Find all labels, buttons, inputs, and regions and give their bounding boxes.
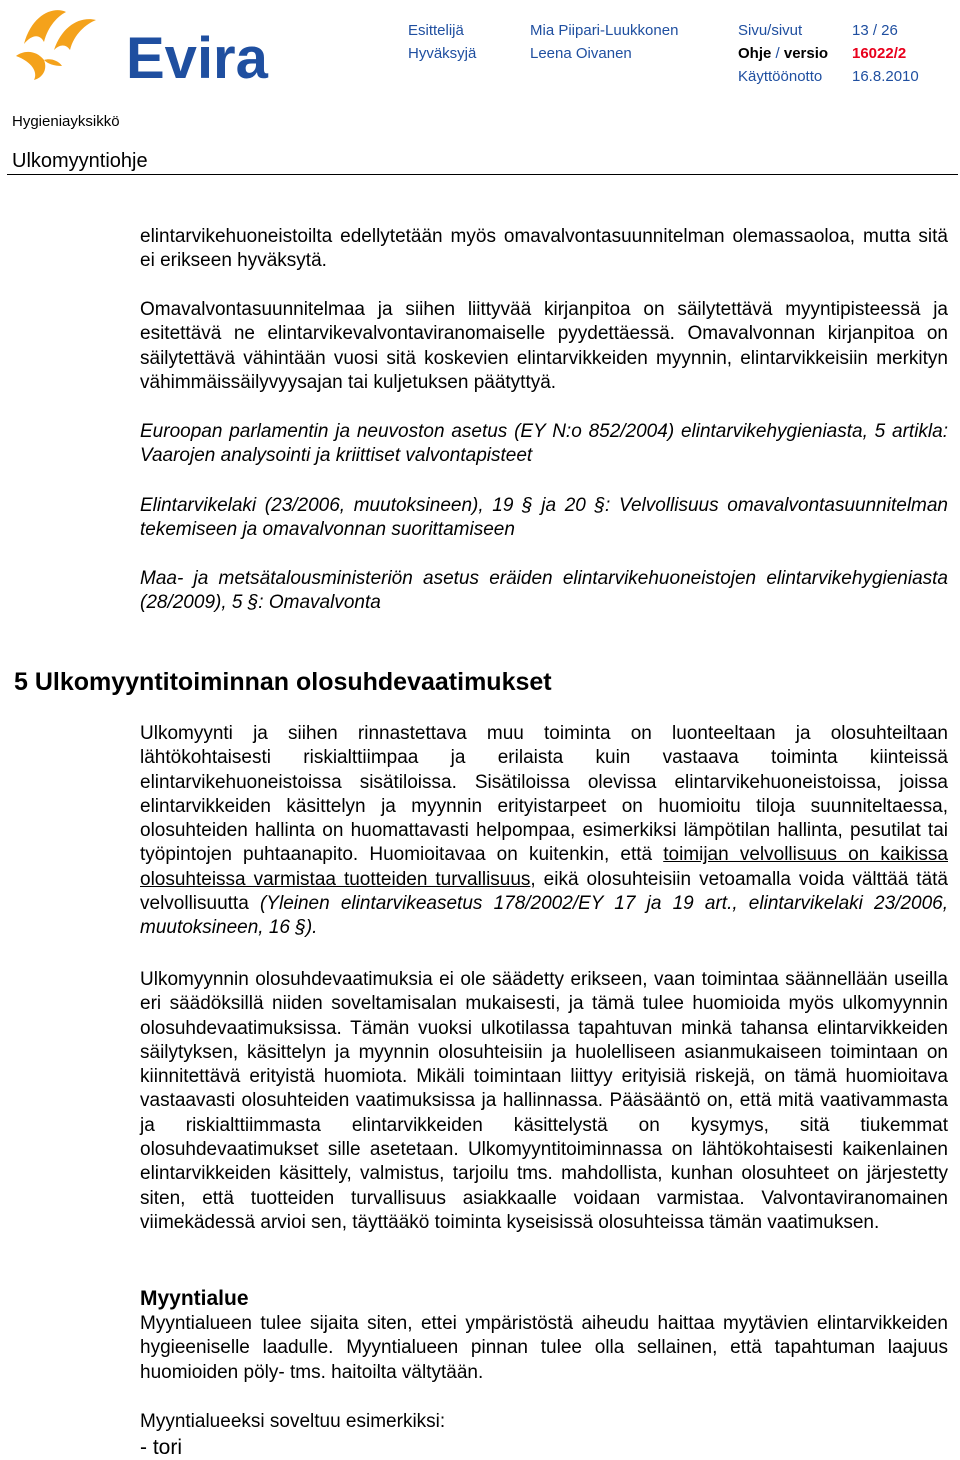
header-divider <box>7 174 958 175</box>
approver-label: Hyväksyjä <box>408 45 477 62</box>
document-title: Ulkomyyntiohje <box>12 150 148 172</box>
page-value: 13 / 26 <box>852 22 898 39</box>
guide-version-label <box>738 43 828 64</box>
guide-label: Ohje <box>738 45 772 62</box>
reference-ec-852-2004: Euroopan parlamentin ja neuvoston asetus (EY N:o 852/2004) elintarvikehygieniasta, 5 artikla: Vaarojen analysointi ja kriittiset valvontapisteet <box>140 421 948 467</box>
paragraph-3-underlined: toimijan velvollisuus on kaikissa olosuhteissa varmistaa tuotteiden turvallisuus <box>140 844 948 890</box>
page-label: Sivu/sivut <box>738 22 803 39</box>
paragraph-5: Myyntialueen tulee sijaita siten, ettei ympäristöstä aiheudu haittaa myytävien elintarvikkeiden hygieeniselle laadulle. Myyntialueen pinnan tulee olla sellainen, että tapahtuman laajuus huomioiden pöly- tms. haitoilta vältytään. <box>140 1313 948 1383</box>
subheading-sales-area: Myyntialue <box>140 1287 249 1310</box>
paragraph-1: elintarvikehuoneistoilta edellytetään myös omavalvontasuunnitelman olemassaoloa, mutta sitä ei erikseen hyväksytä. <box>140 226 948 272</box>
effective-date-label: Käyttöönotto <box>738 68 823 85</box>
paragraph-3-citation: (Yleinen elintarvikeasetus 178/2002/EY 17 ja 19 art., elintarvikelaki 23/2006, muutoksineen, 16 §). <box>140 893 948 939</box>
paragraph-6: Myyntialueeksi soveltuu esimerkiksi: <box>140 1411 446 1432</box>
author-label: Esittelijä <box>408 22 464 39</box>
section-heading: 5 Ulkomyyntitoiminnan olosuhdevaatimukset <box>14 668 552 696</box>
paragraph-4: Ulkomyynnin olosuhdevaatimuksia ei ole säädetty erikseen, vaan toimintaa säännellään useilla eri säädöksillä niiden soveltamisalan mukaisesti, ja tämä tulee huomioida myös ulkomyynnin olosuhdevaatimuksissa. Tämän vuoksi ulkotilassa tapahtuvan minkä tahansa elintarvikkeiden säilytyksen, käsittelyn ja myynnin olosuhteisiin ja huolelliseen asianmukaiseen toimintaan on kiinnitettävä erityistä huomiota. Mikäli toimintaan liittyy erityisiä riskejä, on tämä huomioitava vastaavasti olosuhteiden vaatimuksissa ja hallinnassa. Pääsääntö on, että mitä vaativammasta ja riskialttiimmasta elintarvikkeiden käsittelystä on kysymys, sitä tiukemmat olosuhdevaatimukset sille asetetaan. Ulkomyyntitoiminnassa on lähtökohtaisesti kaikenlainen elintarvikkeiden käsittely, valmistus, tarjoilu tms. mahdollista, kunhan olosuhteet on järjestetty siten, että tuotteiden turvallisuus asiakkaalle voidaan varmistaa. Valvontaviranomainen viimekädessä arvioi sen, täyttääkö toiminta kyseisissä olosuhteissa tämän vaatimuksen. <box>140 969 948 1233</box>
effective-date-value: 16.8.2010 <box>852 68 919 85</box>
paragraph-3 <box>140 722 948 941</box>
paragraph-3-mid: , eikä olosuhteisiin vetoamalla voida välttää tätä velvollisuutta <box>140 868 948 915</box>
leaf-emblem-icon <box>16 10 96 80</box>
evira-logo <box>14 4 276 84</box>
reference-food-act: Elintarvikelaki (23/2006, muutoksineen), 19 § ja 20 §: Velvollisuus omavalvontasuunnitelman tekemiseen ja omavalvonnan suorittamiseen <box>140 495 948 541</box>
paragraph-3-start: Ulkomyynti ja siihen rinnastettava muu toiminta on luonteeltaan ja olosuhteiltaan lähtökohtaisesti riskialttiimpaa ja erilaista kuin vastaava toiminta kiinteissä elintarvikehuoneistoissa sisätiloissa. Sisätiloissa olevissa elintarvikehuoneistoissa, joissa elintarvikkeiden käsittelyn ja myynnin erityistarpeet on huomioitu tiloja suunniteltaessa, olosuhteiden hallinta on huomattavasti helpompaa, esimerkiksi lämpötilan hallinta, pesutilat tai työpintojen puhtaanapito. Huomioitavaa on kuitenkin, että <box>140 723 948 866</box>
approver-value: Leena Oivanen <box>530 45 632 62</box>
logo-wordmark: Evira <box>126 26 268 84</box>
version-separator: / <box>771 45 784 62</box>
department-name: Hygieniayksikkö <box>12 113 120 130</box>
author-value: Mia Piipari-Luukkonen <box>530 22 679 39</box>
reference-ministry-decree: Maa- ja metsätalousministeriön asetus eräiden elintarvikehuoneistojen elintarvikehygieniasta (28/2009), 5 §: Omavalvonta <box>140 568 948 614</box>
paragraph-2: Omavalvontasuunnitelmaa ja siihen liittyvää kirjanpitoa on säilytettävä myyntipisteessä ja esitettävä ne elintarvikevalvontaviranomaiselle pyydettäessä. Omavalvonnan kirjanpitoa on säilytettävä vähintään vuosi sitä koskevien elintarvikkeiden myynnin, elintarvikkeisiin merkityn vähimmäissäilyvyysajan tai kuljetuksen päätyttyä. <box>140 299 948 393</box>
version-label: versio <box>783 45 829 62</box>
version-value: 16022/2 <box>852 45 907 62</box>
list-item: - tori <box>140 1436 182 1459</box>
